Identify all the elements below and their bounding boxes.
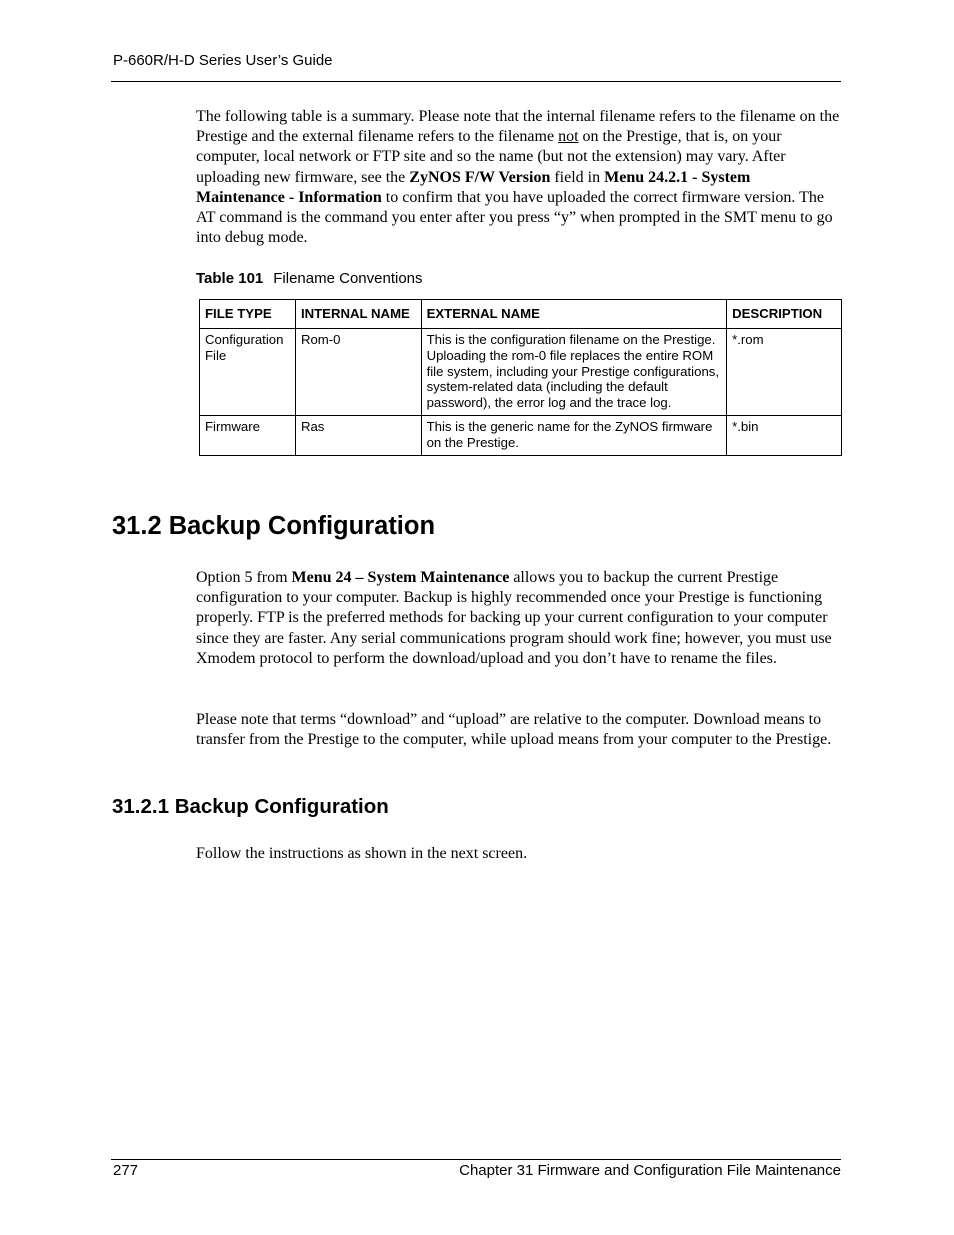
cell-file-type: Firmware xyxy=(200,415,296,455)
backup-paragraph-2: Please note that terms “download” and “upload” are relative to the computer. Download means to transfer from the Prestige to the computer, while upload means from your computer to the Prestige. xyxy=(196,711,832,749)
cell-external-name: This is the generic name for the ZyNOS firmware on the Prestige. xyxy=(421,415,727,455)
intro-bold-field: ZyNOS F/W Version xyxy=(409,168,551,186)
header-external-name: EXTERNAL NAME xyxy=(421,300,727,329)
table-caption-title: Filename Conventions xyxy=(273,270,423,287)
intro-text-1: The following table is a summary. Please note that the internal filename refers to the filename on the Prestige and the external filename refers to the filename xyxy=(196,108,840,146)
intro-paragraph xyxy=(196,107,842,248)
table-header-row xyxy=(200,300,842,329)
table-caption-number: Table 101 xyxy=(196,270,264,287)
intro-text-2: on the Prestige, that is, on your computer, local network or FTP site and so the name (but not the extension) may vary. After uploading new firmware, see the xyxy=(196,128,786,186)
instructions-paragraph: Follow the instructions as shown in the next screen. xyxy=(196,845,528,862)
table-row xyxy=(200,415,842,455)
header-internal-name: INTERNAL NAME xyxy=(295,300,421,329)
intro-bold-menu: Menu 24.2.1 - System Maintenance - Information xyxy=(196,168,751,206)
cell-internal-name: Ras xyxy=(295,415,421,455)
chapter-title: Chapter 31 Firmware and Configuration File Maintenance xyxy=(459,1162,841,1179)
backup-text-1: Option 5 from xyxy=(196,569,292,586)
table-row xyxy=(200,329,842,416)
intro-text-3: field in xyxy=(550,168,605,186)
cell-external-name: This is the configuration filename on the Prestige. Uploading the rom-0 file replaces the entire ROM file system, including your Prestige configurations, system-related data (including the default password), the error log and the trace log. xyxy=(421,329,727,416)
table-caption xyxy=(196,270,423,287)
header-description: DESCRIPTION xyxy=(727,300,842,329)
intro-underlined-not: not xyxy=(558,128,579,146)
section-heading-31-2: 31.2 Backup Configuration xyxy=(112,512,436,540)
backup-bold-menu: Menu 24 – System Maintenance xyxy=(291,569,510,586)
footer-divider xyxy=(111,1159,841,1160)
header-divider xyxy=(111,81,841,82)
section-heading-31-2-1: 31.2.1 Backup Configuration xyxy=(112,795,389,818)
cell-description: *.bin xyxy=(727,415,842,455)
backup-text-2: allows you to backup the current Prestige configuration to your computer. Backup is highly recommended once your Prestige is functioning properly. FTP is the preferred methods for backing up your current configuration to your computer since they are faster. Any serial communications program should work fine; however, you must use Xmodem protocol to perform the download/upload and you don’t have to rename the files. xyxy=(196,569,832,667)
intro-text-4: to confirm that you have uploaded the correct firmware version. The AT command is the command you enter after you press “y” when prompted in the SMT menu to go into debug mode. xyxy=(196,188,833,247)
backup-paragraph-1 xyxy=(196,568,842,669)
running-header: P-660R/H-D Series User’s Guide xyxy=(113,52,333,69)
page-number: 277 xyxy=(113,1162,139,1179)
header-file-type: FILE TYPE xyxy=(200,300,296,329)
cell-description: *.rom xyxy=(727,329,842,416)
cell-internal-name: Rom-0 xyxy=(295,329,421,416)
cell-file-type: Configuration File xyxy=(200,329,296,416)
filename-conventions-table xyxy=(199,299,842,456)
